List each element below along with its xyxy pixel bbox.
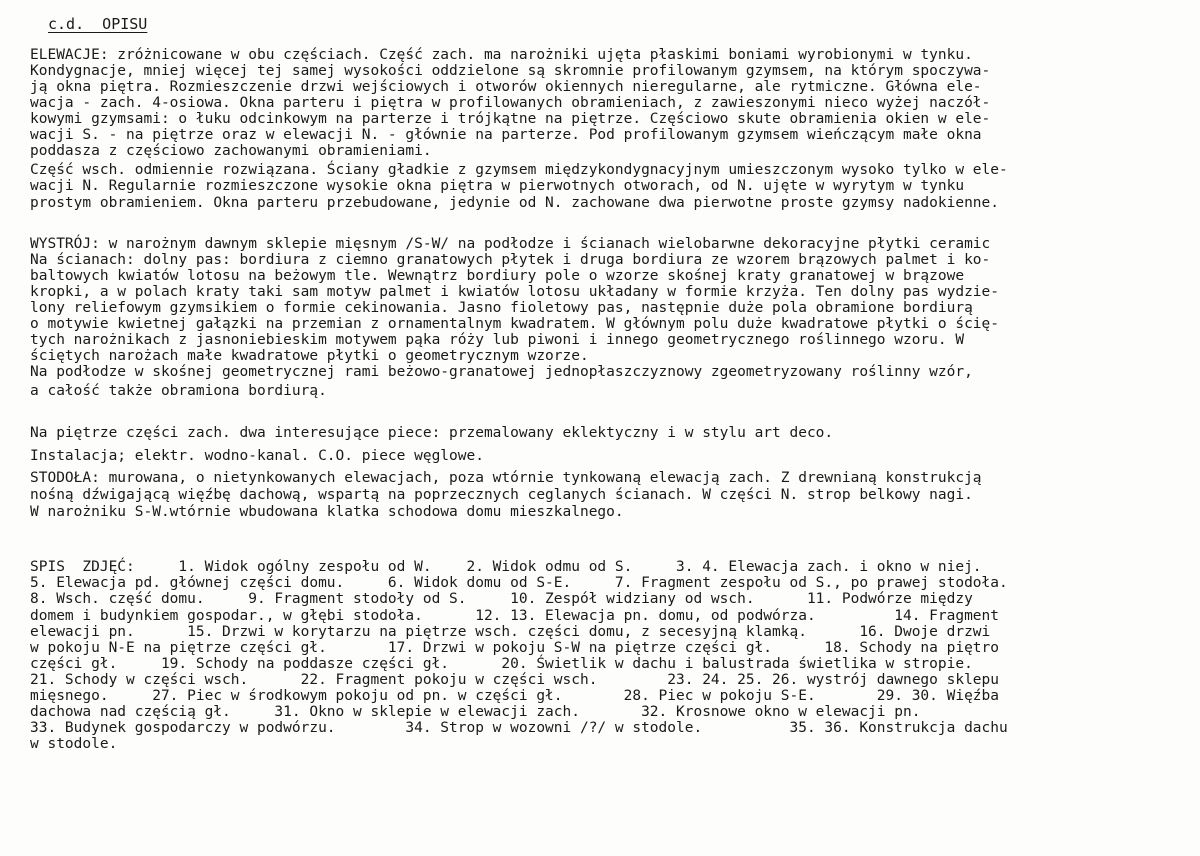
text-line: 8. Wsch. część domu. 9. Fragment stodoły od S. 10. Zespół widziany od wsch. 11. Podwórze między	[30, 591, 973, 607]
text-line: nośną dźwigającą więźbę dachową, wspartą na poprzecznych ceglanych ścianach. W części N. strop belkowy nagi.	[30, 487, 973, 503]
text-line: 33. Budynek gospodarczy w podwórzu. 34. Strop w wozowni /?/ w stodole. 35. 36. Konstrukcja dachu	[30, 720, 1008, 736]
text-line: baltowych kwiatów lotosu na beżowym tle. Wewnątrz bordiury pole o wzorze skośnej kraty granatowej w brązowe	[30, 268, 965, 284]
text-line: a całość także obramiona bordiurą.	[30, 383, 327, 399]
text-line: wacja - zach. 4-osiowa. Okna parteru i piętra w profilowanych obramieniach, z zawieszonymi nieco wyżej naczół-	[30, 95, 991, 111]
text-line: Na podłodze w skośnej geometrycznej rami beżowo-granatowej jednopłaszczyznowy zgeometryzowany roślinny wzór,	[30, 364, 973, 380]
text-line: elewacji pn. 15. Drzwi w korytarzu na piętrze wsch. części domu, z secesyjną klamką. 16. Dwoje drzwi	[30, 624, 991, 640]
text-line: w pokoju N-E na piętrze części gł. 17. Drzwi w pokoju S-W na piętrze części gł. 18. Schody na piętro	[30, 640, 1000, 656]
text-line: o motywie kwietnej gałązki na przemian z ornamentalnym kwadratem. W głównym polu duże kwadratowe płytki o ścię-	[30, 316, 1000, 332]
text-line: STODOŁA: murowana, o nietynkowanych elewacjach, poza wtórnie tynkowaną elewacją zach. Z drewnianą konstrukcją	[30, 470, 982, 486]
text-line: prostym obramieniem. Okna parteru przebudowane, jedynie od N. zachowane dwa pierwotne proste gzymsy nadokienne.	[30, 195, 1000, 211]
text-line: wacji S. - na piętrze oraz w elewacji N. - głównie na parterze. Pod profilowanym gzymsem wieńczącym małe okna	[30, 127, 982, 143]
text-line: mięsnego. 27. Piec w środkowym pokoju od pn. w części gł. 28. Piec w pokoju S-E. 29. 30. Więźba	[30, 688, 1000, 704]
text-line: ELEWACJE: zróżnicowane w obu częściach. Część zach. ma narożniki ujęta płaskimi boniami wyrobionymi w tynku.	[30, 47, 973, 63]
text-line: Kondygnacje, mniej więcej tej samej wysokości oddzielone są skromnie profilowanym gzymsem, na którym spoczywa-	[30, 63, 991, 79]
document-heading: c.d. OPISU	[48, 15, 148, 33]
text-line: Część wsch. odmiennie rozwiązana. Ściany gładkie z gzymsem międzykondygnacyjnym umieszczonym wysoko tylko w ele-	[30, 162, 1008, 178]
text-line: SPIS ZDJĘĆ: 1. Widok ogólny zespołu od W. 2. Widok odmu od S. 3. 4. Elewacja zach. i okno w niej.	[30, 559, 982, 575]
text-line: w stodole.	[30, 736, 118, 752]
text-line: części gł. 19. Schody na poddasze części gł. 20. Świetlik w dachu i balustrada świetlika w stropie.	[30, 656, 973, 672]
text-line: W narożniku S-W.wtórnie wbudowana klatka schodowa domu mieszkalnego.	[30, 504, 624, 520]
text-line: Instalacja; elektr. wodno-kanal. C.O. piece węglowe.	[30, 448, 484, 464]
text-line: 5. Elewacja pd. głównej części domu. 6. Widok domu od S-E. 7. Fragment zespołu od S., po prawej stodoła.	[30, 575, 1008, 591]
text-line: ją okna piętra. Rozmieszczenie drzwi wejściowych i otworów okiennych nieregularne, ale rytmiczne. Główna ele-	[30, 79, 982, 95]
text-line: domem i budynkiem gospodar., w głębi stodoła. 12. 13. Elewacja pn. domu, od podwórza. 14. Fragment	[30, 608, 1000, 624]
text-line: wacji N. Regularnie rozmieszczone wysokie okna piętra w pierwotnych otworach, od N. ujęte w wyrytym w tynku	[30, 178, 965, 194]
text-line: dachowa nad częścią gł. 31. Okno w sklepie w elewacji zach. 32. Krosnowe okno w elewacji pn.	[30, 704, 921, 720]
text-line: Na ścianach: dolny pas: bordiura z ciemno granatowych płytek i druga bordiura ze wzorem brązowych palmet i ko-	[30, 252, 991, 268]
text-line: Na piętrze części zach. dwa interesujące piece: przemalowany eklektyczny i w stylu art deco.	[30, 425, 834, 441]
text-line: kropki, a w polach kraty taki sam motyw palmet i kwiatów lotosu układany w formie krzyża. Ten dolny pas wydzie-	[30, 284, 1000, 300]
text-line: ściętych narożach małe kwadratowe płytki o geometrycznym wzorze.	[30, 348, 589, 364]
text-line: lony reliefowym gzymsikiem o formie cekinowania. Jasno fioletowy pas, następnie duże pola obramione bordiurą	[30, 300, 973, 316]
text-line: WYSTRÓJ: w narożnym dawnym sklepie mięsnym /S-W/ na podłodze i ścianach wielobarwne dekoracyjne płytki ceramic	[30, 236, 991, 252]
text-line: poddasza z częściowo zachowanymi obramieniami.	[30, 143, 432, 159]
text-line: 21. Schody w części wsch. 22. Fragment pokoju w części wsch. 23. 24. 25. 26. wystrój dawnego sklepu	[30, 672, 1000, 688]
text-line: kowymi gzymsami: o łuku odcinkowym na parterze i trójkątne na piętrze. Częściowo skute obramienia okien w ele-	[30, 111, 991, 127]
text-line: tych narożnikach z jasnoniebieskim motywem pąka róży lub piwoni i innego geometrycznego roślinnego wzoru. W	[30, 332, 965, 348]
